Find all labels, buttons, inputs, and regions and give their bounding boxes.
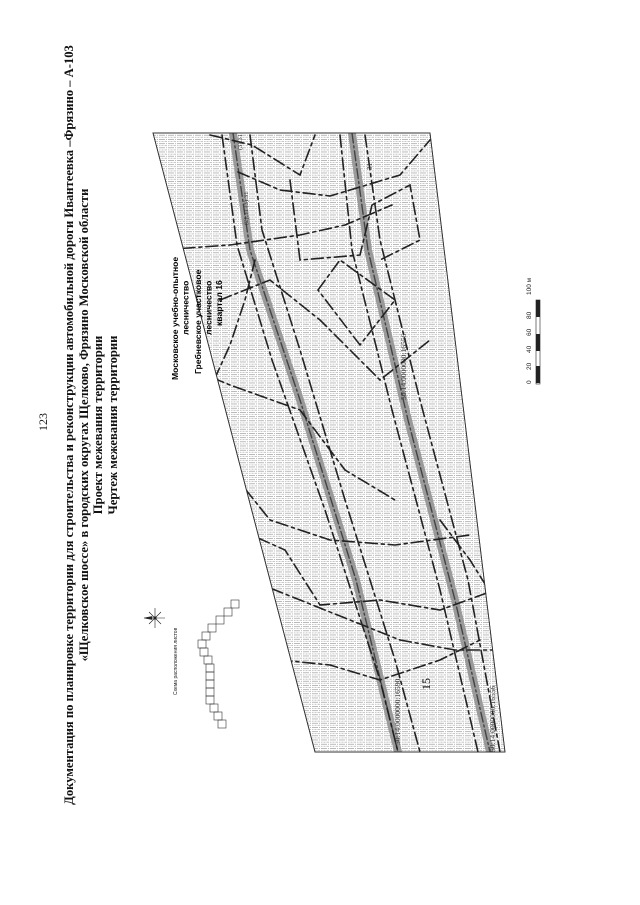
title-line-1: Документация по планировке территории для строительства и реконструкции автомобильной дороги Ивантеевка –Фрязино – А-103	[62, 45, 76, 805]
edge-label-top: (3):31	[237, 134, 244, 150]
cadastral-right-upper-label: 50:14:0000000:16556	[399, 333, 408, 400]
title-line-4: Чертеж межевания территории	[105, 335, 120, 515]
forestry-label-line4: лесничество	[203, 280, 214, 335]
edge-label-ref: (2):31 (3):31	[243, 191, 250, 225]
scale-tick-100: 100 м	[526, 277, 533, 295]
sheet-layout-scheme	[198, 600, 239, 728]
compass-icon	[144, 608, 165, 628]
title-line-2: «Щелковское шоссе» в городских округах Щелково, Фрязино Московской области	[76, 188, 91, 662]
cadastral-right-label: 50:14:0000000:16556	[488, 685, 497, 752]
scale-tick-20: 20	[526, 362, 533, 370]
forestry-label-line1: Московское учебно-опытное	[170, 256, 180, 380]
forest-area	[153, 133, 505, 752]
quarter-15-label: 15	[419, 678, 433, 690]
cadastral-left-label: 50:14:0000000:16590	[393, 678, 402, 745]
scale-tick-60: 60	[526, 328, 533, 336]
forestry-label-line5: квартал 16	[214, 280, 224, 326]
forestry-label-line2: лесничество	[180, 280, 191, 335]
scale-tick-0: 0	[526, 380, 533, 384]
page-number: 123	[36, 413, 50, 431]
scale-bar	[526, 277, 540, 384]
title-line-3: Проект межевания территории	[91, 335, 105, 515]
scale-tick-40: 40	[526, 345, 533, 353]
scale-tick-80: 80	[526, 311, 533, 319]
location-scheme-label: Схема расположения листов	[173, 627, 179, 695]
edge-label-31: 31	[366, 163, 374, 170]
forestry-label-line3: Гребневское участковое	[193, 269, 203, 374]
